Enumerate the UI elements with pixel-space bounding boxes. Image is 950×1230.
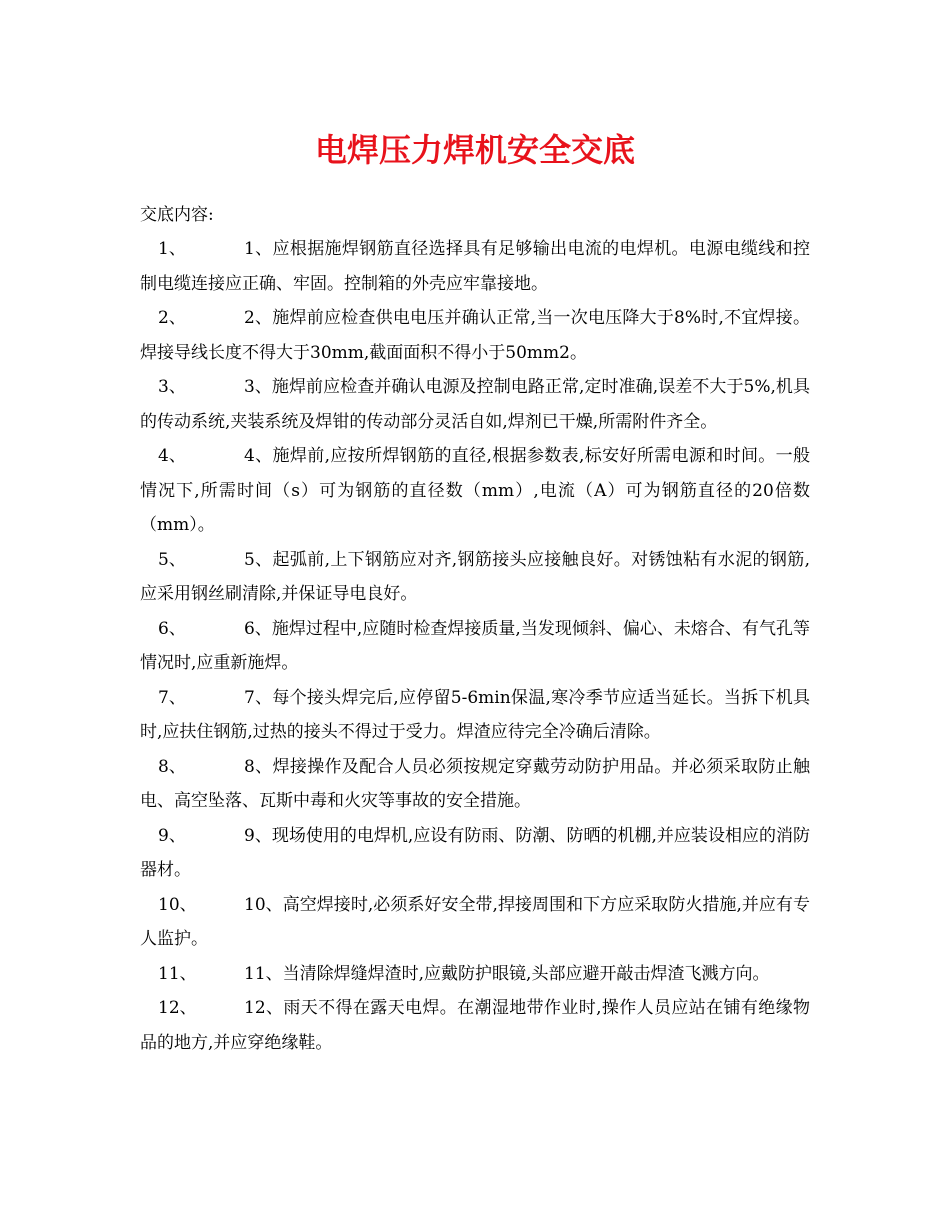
safety-item [140, 681, 810, 750]
content-label: 交底内容: [140, 205, 214, 225]
safety-item [140, 888, 810, 957]
safety-item [140, 819, 810, 888]
item-text: 6、施焊过程中,应随时检查焊接质量,当发现倾斜、偏心、未熔合、有气孔等情况时,应重新施焊。 [140, 618, 810, 673]
safety-item [140, 370, 810, 439]
safety-item-list [140, 232, 810, 1060]
safety-item [140, 232, 810, 301]
item-text: 12、雨天不得在露天电焊。在潮湿地带作业时,操作人员应站在铺有绝缘物品的地方,并应穿绝缘鞋。 [140, 998, 810, 1053]
item-text: 1、应根据施焊钢筋直径选择具有足够输出电流的电焊机。电源电缆线和控制电缆连接应正确、牢固。控制箱的外壳应牢靠接地。 [140, 239, 810, 294]
item-number: 9、 [158, 825, 186, 846]
safety-item [140, 301, 810, 370]
item-number: 6、 [158, 618, 186, 639]
item-text: 7、每个接头焊完后,应停留5-6min保温,寒冷季节应适当延长。当拆下机具时,应扶住钢筋,过热的接头不得过于受力。焊渣应待完全冷确后清除。 [140, 687, 810, 742]
item-text: 3、施焊前应检查并确认电源及控制电路正常,定时准确,误差不大于5%,机具的传动系统,夹装系统及焊钳的传动部分灵活自如,焊剂已干燥,所需附件齐全。 [140, 377, 810, 432]
item-text: 2、施焊前应检查供电电压并确认正常,当一次电压降大于8%时,不宜焊接。焊接导线长度不得大于30mm,截面面积不得小于50mm2。 [140, 308, 810, 363]
item-number: 3、 [158, 377, 186, 397]
safety-item [140, 991, 810, 1060]
item-text: 4、施焊前,应按所焊钢筋的直径,根据参数表,标安好所需电源和时间。一般情况下,所需时间（s）可为钢筋的直径数（mm）,电流（A）可为钢筋直径的20倍数（mm）。 [140, 446, 810, 535]
safety-item [140, 957, 810, 992]
safety-item [140, 750, 810, 819]
item-number: 7、 [158, 687, 186, 708]
item-number: 11、 [158, 963, 197, 984]
item-number: 8、 [158, 756, 186, 777]
safety-item [140, 612, 810, 681]
item-number: 5、 [158, 549, 186, 570]
document-title: 电焊压力焊机安全交底 [314, 131, 635, 169]
item-number: 10、 [158, 894, 197, 915]
item-number: 12、 [158, 998, 197, 1018]
item-text: 11、当清除焊缝焊渣时,应戴防护眼镜,头部应避开敲击焊渣飞溅方向。 [244, 963, 770, 984]
safety-item [140, 439, 810, 543]
item-text: 9、现场使用的电焊机,应设有防雨、防潮、防晒的机棚,并应装设相应的消防器材。 [140, 825, 810, 880]
safety-item [140, 543, 810, 612]
item-text: 10、高空焊接时,必须系好安全带,捍接周围和下方应采取防火措施,并应有专人监护。 [140, 894, 810, 949]
item-text: 5、起弧前,上下钢筋应对齐,钢筋接头应接触良好。对锈蚀粘有水泥的钢筋,应采用钢丝刷清除,并保证导电良好。 [140, 549, 810, 604]
item-number: 1、 [158, 239, 186, 259]
item-number: 4、 [158, 446, 186, 466]
item-number: 2、 [158, 308, 186, 328]
item-text: 8、焊接操作及配合人员必须按规定穿戴劳动防护用品。并必须采取防止触电、高空坠落、瓦斯中毒和火灾等事故的安全措施。 [140, 756, 810, 811]
